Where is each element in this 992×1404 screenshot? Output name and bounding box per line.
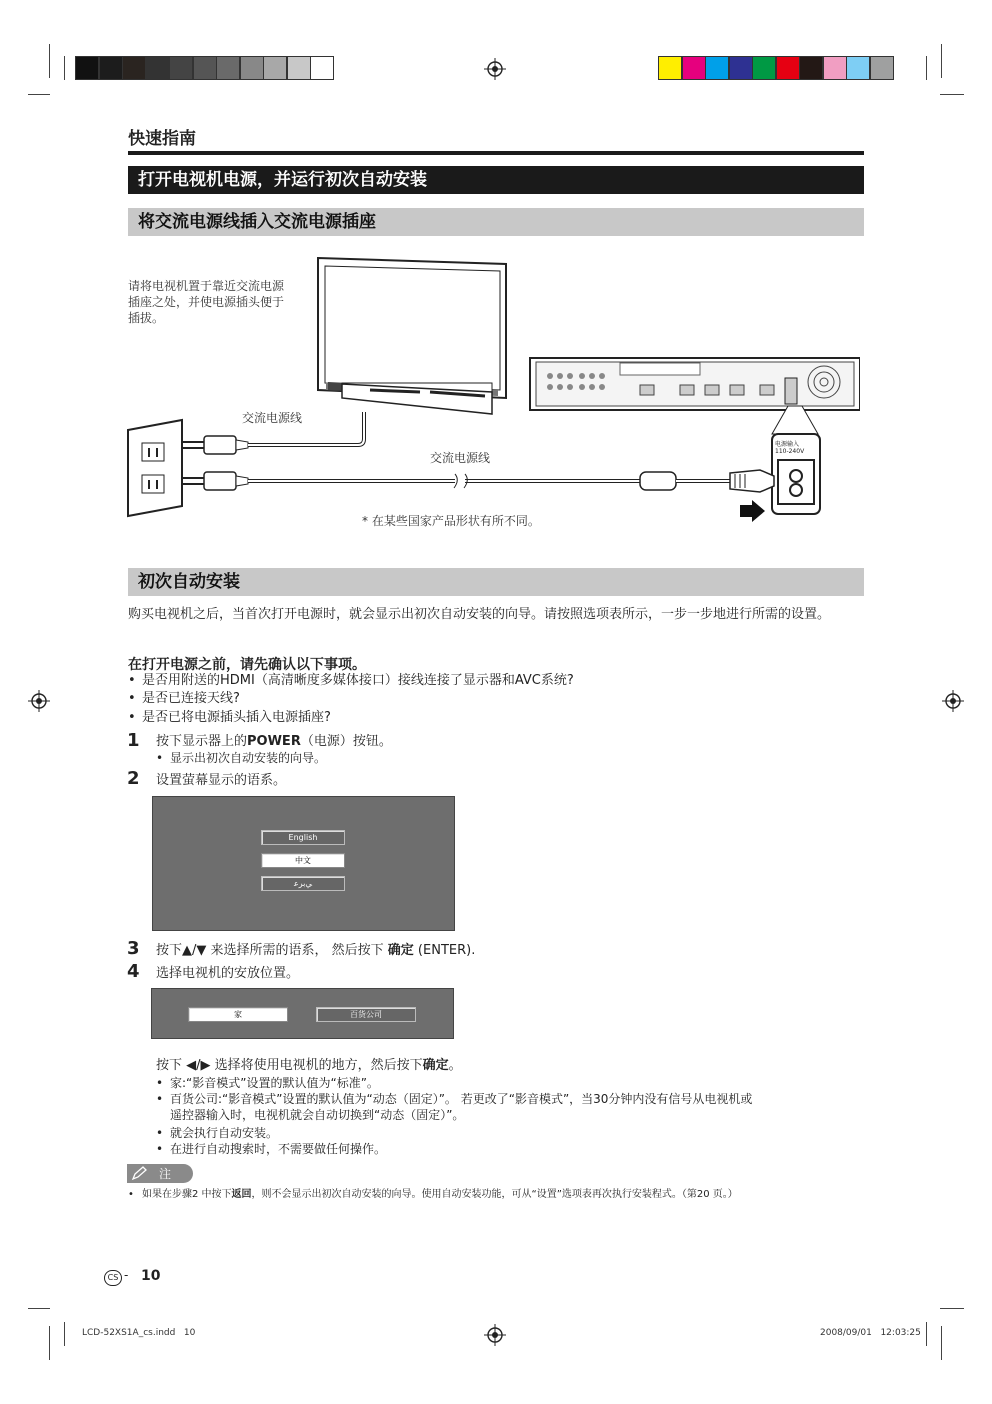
location-bullet: • 百货公司:“影音模式”设置的默认值为“动态（固定）”。 若更改了“影音模式”，当30分钟内没有信号从电视机或 [170, 1090, 752, 1108]
wall-outlet-illustration [128, 420, 182, 516]
language-option-english[interactable]: English [261, 830, 345, 845]
registration-mark-left [28, 690, 50, 712]
step-number: 3 [127, 938, 140, 959]
language-option-arabic[interactable]: ﻲﺑﺮﻋ [261, 876, 345, 891]
step-number: 2 [127, 768, 140, 789]
precheck-title: 在打开电源之前，请先确认以下事项。 [128, 657, 366, 673]
avc-system-illustration [530, 358, 860, 410]
location-option-home[interactable]: 家 [188, 1007, 288, 1022]
header-rule [128, 151, 864, 155]
region-note: * 在某些国家产品形状有所不同。 [362, 514, 540, 528]
power-inlet-callout [740, 406, 820, 522]
gray-swatch [193, 56, 217, 80]
section1-title: 将交流电源线插入交流电源插座 [128, 208, 864, 236]
inlet-label: 电源输入 110-240V [775, 441, 805, 455]
step-1-text: 按下显示器上的POWER（电源）按钮。 [156, 734, 392, 749]
crop-mark [926, 1322, 927, 1346]
color-swatch [705, 56, 729, 80]
note-tab [127, 1164, 193, 1183]
crop-mark [49, 1326, 50, 1360]
pencil-icon [131, 1166, 147, 1181]
cord-label-2: 交流电源线 [430, 451, 491, 465]
registration-mark-right [942, 690, 964, 712]
location-option-store[interactable]: 百货公司 [316, 1007, 416, 1022]
crop-mark [64, 1322, 65, 1346]
note-text: • 如果在步骤2 中按下返回，则不会显示出初次自动安装的向导。使用自动安装功能，可从“设置”选项表再次执行安装程式。（第20 页。） [142, 1187, 738, 1203]
crop-mark [28, 94, 50, 95]
color-swatch [658, 56, 682, 80]
location-bullet: • 在进行自动搜索时，不需要做任何操作。 [170, 1140, 386, 1158]
crop-mark [926, 56, 927, 80]
precheck-item: • 是否已连接天线? [142, 690, 240, 708]
color-swatch [799, 56, 823, 80]
gray-swatch [287, 56, 311, 80]
step-number: 1 [127, 730, 140, 751]
location-instruction: 按下 ◀/▶ 选择将使用电视机的地方，然后按下确定。 [156, 1058, 462, 1073]
section-header: 快速指南 [128, 129, 196, 149]
file-slug: LCD-52XS1A_cs.indd 10 [82, 1328, 196, 1338]
gray-swatch [310, 56, 334, 80]
crop-mark [28, 1308, 50, 1309]
crop-mark [64, 56, 65, 80]
crop-mark [940, 94, 964, 95]
location-menu-screen [151, 988, 454, 1039]
color-swatch [870, 56, 894, 80]
precheck-item: • 是否用附送的HDMI（高清晰度多媒体接口）接线连接了显示器和AVC系统? [142, 672, 574, 690]
color-swatch [846, 56, 870, 80]
color-swatch [823, 56, 847, 80]
location-bullet-cont: 遥控器输入时，电视机就会自动切换到“动态（固定）”。 [170, 1108, 465, 1122]
language-menu-screen [152, 796, 455, 931]
crop-mark [941, 1326, 942, 1360]
wizard-intro: 购买电视机之后，当首次打开电源时，就会显示出初次自动安装的向导。请按照选项表所示，一步一步地进行所需的设置。 [128, 607, 831, 622]
gray-swatch [216, 56, 240, 80]
step-1-sub: • 显示出初次自动安装的向导。 [170, 749, 326, 767]
crop-mark [940, 1308, 964, 1309]
plug-1 [182, 436, 248, 454]
color-swatch [776, 56, 800, 80]
power-connection-diagram [120, 250, 860, 530]
gray-swatch [146, 56, 170, 80]
crop-mark [49, 44, 50, 78]
print-datetime: 2008/09/01 12:03:25 [820, 1328, 921, 1338]
registration-mark-top [484, 58, 506, 80]
step-3-text: 按下▲/▼ 来选择所需的语系， 然后按下 确定 (ENTER). [156, 943, 476, 958]
crop-mark [941, 44, 942, 78]
language-option-chinese[interactable]: 中文 [261, 853, 345, 868]
page-number: 10 [141, 1268, 161, 1284]
color-swatch [729, 56, 753, 80]
gray-swatch [99, 56, 123, 80]
precheck-item: • 是否已将电源插头插入电源插座? [142, 709, 331, 727]
step-2-text: 设置萤幕显示的语系。 [156, 773, 287, 788]
color-swatch [682, 56, 706, 80]
main-title: 打开电视机电源，并运行初次自动安装 [128, 166, 864, 194]
location-bullet: • 就会执行自动安装。 [170, 1124, 278, 1142]
placement-instruction: 请将电视机置于靠近交流电源插座之处，并使电源插头便于插拔。 [128, 279, 285, 325]
gray-swatch [75, 56, 99, 80]
gray-swatch [240, 56, 264, 80]
page-dash: - [124, 1268, 129, 1282]
section2-title: 初次自动安装 [128, 568, 864, 596]
gray-swatch [122, 56, 146, 80]
location-bullet: • 家:“影音模式”设置的默认值为“标准”。 [170, 1074, 379, 1092]
plug-2 [182, 472, 248, 490]
cord-label-1: 交流电源线 [242, 411, 303, 425]
gray-swatch [263, 56, 287, 80]
color-swatch [752, 56, 776, 80]
step-number: 4 [127, 961, 140, 982]
step-4-text: 选择电视机的安放位置。 [156, 966, 300, 981]
gray-swatch [169, 56, 193, 80]
registration-mark-bottom [484, 1324, 506, 1346]
tv-illustration [318, 258, 506, 414]
note-label: 注 [159, 1167, 172, 1181]
language-badge: CS [104, 1270, 122, 1286]
